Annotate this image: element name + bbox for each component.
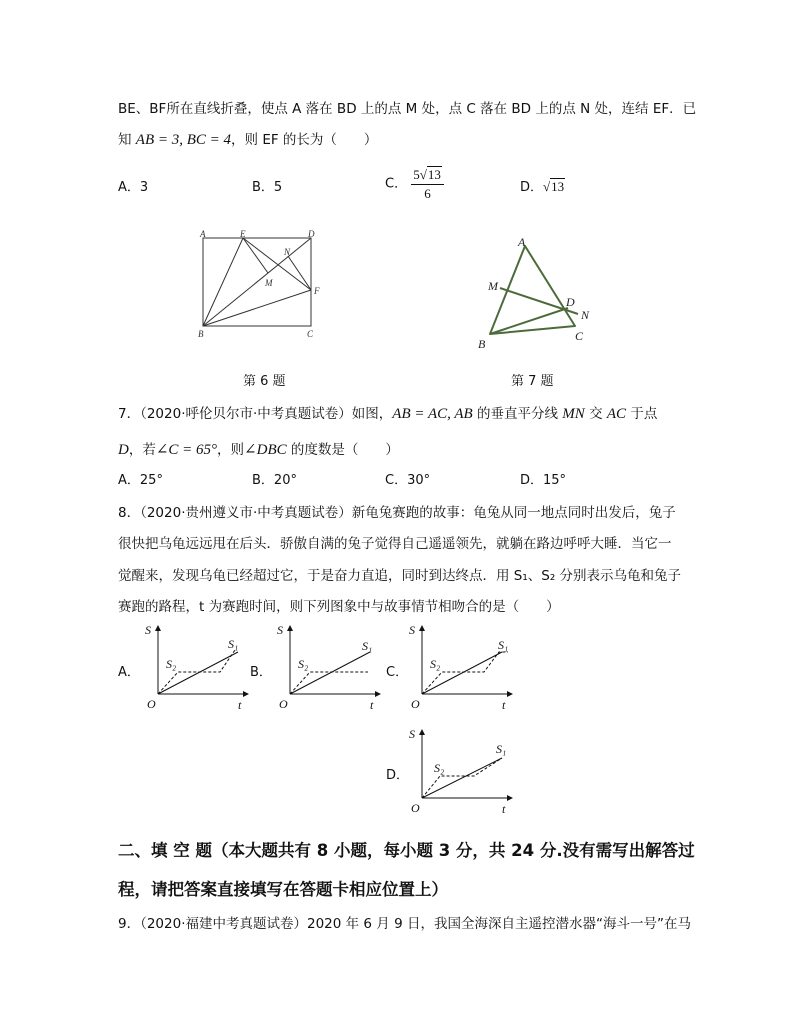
label-f: F [314, 286, 320, 296]
s-label: S [145, 623, 151, 637]
q7-line2 [118, 440, 399, 460]
q7-option-c[interactable] [385, 472, 430, 490]
section-2-heading-line2: 程，请把答案直接填写在答题卡相应位置上） [118, 880, 448, 899]
q8-graph-b[interactable] [272, 622, 387, 712]
figure-7-caption: 第 7 题 [511, 374, 554, 389]
option-text: 15° [543, 473, 567, 488]
q7-text: ，若 [128, 442, 156, 458]
t-label: t [502, 698, 506, 712]
q7-option-d[interactable] [520, 472, 566, 490]
s-label: S [409, 727, 415, 741]
option-text: 25° [139, 473, 163, 488]
q6-option-b[interactable] [252, 179, 282, 197]
q7-text: ，则 [217, 442, 245, 458]
q7-ac: AC [606, 406, 627, 422]
q6-option-c[interactable] [385, 166, 444, 203]
option-label: D． [520, 473, 544, 488]
q6-line1: BE、BF所在直线折叠，使点 A 落在 BD 上的点 M 处，点 C 落在 BD 上的点 N 处，连结 EF．已 [118, 101, 697, 117]
label-c: C [575, 329, 584, 343]
option-text: 30° [407, 473, 431, 488]
q7-text: 于点 [626, 406, 658, 422]
option-label: C． [385, 473, 408, 488]
q6-option-a[interactable] [118, 179, 148, 197]
q6-line2-pre: 知 [118, 132, 136, 148]
q6-given-lengths: AB = 3, BC = 4 [135, 132, 232, 148]
s1-label: S₁ [498, 638, 509, 652]
s2-label: S₂ [298, 657, 309, 671]
label-b: B [198, 329, 204, 339]
t-label: t [370, 698, 374, 712]
label-a: A [518, 235, 526, 249]
option-label: B． [252, 473, 274, 488]
fraction-numerator: 5√13 [411, 166, 444, 185]
option-radicand: 13 [551, 179, 565, 194]
q7-option-b[interactable] [252, 472, 297, 490]
q9-line1: 9．（2020·福建中考真题试卷）2020 年 6 月 9 日，我国全海深自主遥控潜水器“海斗一号”在马 [118, 916, 691, 932]
origin-label: O [411, 801, 420, 815]
fraction [411, 166, 444, 203]
q8-line2: 很快把乌龟远远甩在后头．骄傲自满的兔子觉得自己遥遥领先，就躺在路边呼呼大睡．当它一 [118, 536, 672, 552]
q7-text: 交 [584, 406, 607, 422]
q8-graph-c[interactable] [404, 622, 519, 712]
t-label: t [238, 698, 242, 712]
q8-option-d-label[interactable]: D． [386, 768, 410, 783]
label-d: D [566, 295, 575, 309]
q7-source: 7．（2020·呼伦贝尔市·中考真题试卷）如图， [118, 406, 393, 422]
option-text: 20° [273, 473, 297, 488]
option-text: 3 [139, 180, 149, 195]
s1-label: S₁ [362, 639, 373, 653]
q7-angle-c: ∠C = 65° [155, 442, 218, 458]
fraction-denominator: 6 [424, 186, 431, 201]
option-label: C． [385, 176, 408, 192]
label-m: M [488, 279, 498, 293]
q8-option-a-label[interactable]: A． [118, 665, 140, 680]
q7-text: 的垂直平分线 [472, 406, 563, 422]
figure-7 [470, 230, 610, 355]
numerator-coef: 5 [413, 167, 420, 182]
label-d: D [308, 230, 315, 239]
origin-label: O [279, 697, 288, 711]
diagonal-bd [203, 238, 311, 326]
figure-6-caption: 第 6 题 [243, 374, 286, 389]
s2-label: S₂ [430, 657, 441, 671]
option-label: D． [520, 180, 544, 195]
s-label: S [277, 623, 283, 637]
segment-em [243, 238, 268, 273]
s1-label: S₁ [228, 637, 239, 651]
q8-graph-d[interactable] [404, 726, 519, 816]
label-e: E [240, 230, 246, 239]
option-text: 5 [273, 180, 283, 195]
segment-nf [288, 256, 311, 290]
option-label: A． [118, 473, 140, 488]
q7-option-a[interactable] [118, 472, 163, 490]
fold-line-bf [203, 290, 311, 326]
s2-label: S₂ [166, 657, 177, 671]
section-2-heading-line1: 二、填 空 题（本大题共有 8 小题，每小题 3 分，共 24 分.没有需写出解答过 [118, 841, 695, 860]
s-label: S [409, 623, 415, 637]
origin-label: O [147, 697, 156, 711]
q6-option-d[interactable]: D．√13 [520, 179, 565, 195]
q8-option-b-label[interactable]: B． [250, 665, 272, 680]
q7-angle-dbc: ∠DBC [244, 442, 287, 458]
q7-text: 的度数是（ ） [286, 442, 399, 458]
q8-option-c-label[interactable]: C． [386, 665, 409, 680]
s2-dashed-line [290, 672, 368, 694]
q8-line3: 觉醒来，发现乌龟已经超过它，于是奋力直追，同时到达终点．用 S₁、S₂ 分别表示乌龟和兔子 [118, 568, 682, 584]
q7-point-d: D [118, 442, 129, 458]
fold-line-be [203, 238, 243, 326]
figure-6 [195, 230, 330, 345]
s1-label: S₁ [496, 742, 507, 756]
q7-given: AB = AC, AB [392, 406, 473, 422]
label-n: N [581, 308, 590, 322]
label-n: N [284, 247, 291, 257]
q8-line4: 赛跑的路程，t 为赛跑时间，则下列图象中与故事情节相吻合的是（ ） [118, 599, 560, 615]
numerator-radicand: 13 [427, 167, 441, 182]
option-label: B． [252, 180, 274, 195]
option-label: A． [118, 180, 140, 195]
label-b: B [478, 337, 486, 351]
q6-line2 [118, 130, 377, 150]
label-m: M [265, 278, 273, 288]
label-a: A [200, 230, 206, 239]
label-c: C [307, 329, 314, 339]
t-label: t [502, 802, 506, 816]
s2-label: S₂ [434, 761, 445, 775]
origin-label: O [411, 697, 420, 711]
q7-mn: MN [562, 406, 585, 422]
q6-line2-post: ，则 EF 的长为（ ） [231, 132, 378, 148]
q8-graph-a[interactable] [140, 622, 255, 712]
q7-line1 [118, 404, 657, 424]
q8-line1: 8．（2020·贵州遵义市·中考真题试卷）新龟兔赛跑的故事：龟兔从同一地点同时出发后，兔子 [118, 505, 676, 521]
